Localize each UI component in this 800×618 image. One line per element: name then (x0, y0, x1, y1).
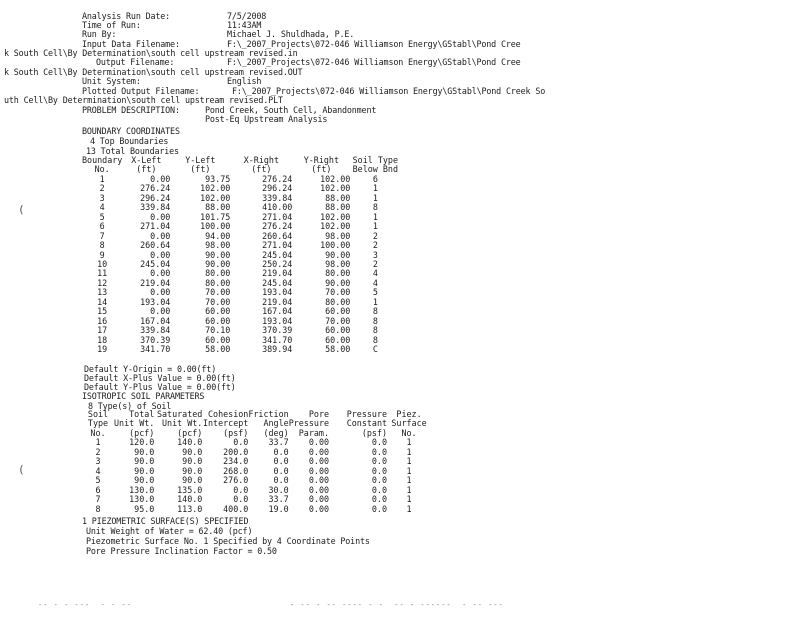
boundary-cell: 60.00 (205, 334, 231, 345)
soil-cell: 0.0 (371, 475, 388, 486)
boundary-cell: 100.00 (320, 240, 351, 251)
soil-cell: 33.7 (268, 494, 289, 505)
boundary-cell: 341.70 (140, 344, 171, 355)
boundary-col-header: Soil Type (352, 155, 399, 165)
soil-cell: 90.0 (134, 446, 155, 457)
run-time-label: Time of Run: (82, 20, 141, 30)
boundary-cell: 0.00 (150, 173, 171, 184)
boundary-cell: 14 (97, 296, 108, 307)
boundary-cell: 98.00 (325, 230, 351, 241)
boundary-cell: 101.75 (200, 211, 231, 222)
boundary-row (82, 203, 400, 212)
boundary-cell: 7 (99, 230, 105, 241)
soil-col-header: Intercept (202, 418, 249, 429)
boundary-cell: 339.84 (140, 325, 171, 336)
boundary-cell: 6 (372, 173, 378, 184)
boundary-cell: 276.24 (262, 173, 293, 184)
run-by: Michael J. Shuldhada, P.E. (227, 29, 355, 39)
boundary-col-header: X-Right (243, 155, 279, 165)
soil-cell: 0.0 (273, 446, 289, 457)
boundary-cell: 4 (372, 277, 378, 288)
boundary-row (82, 298, 400, 307)
boundary-cell: 16 (97, 315, 108, 326)
soil-cell: 0.0 (273, 475, 289, 486)
boundary-cell: 193.04 (140, 296, 171, 307)
soil-col-header: Saturated (156, 409, 203, 419)
boundary-cell: 80.00 (205, 277, 231, 288)
boundary-cell: 370.39 (140, 334, 171, 345)
boundary-cell: 12 (97, 277, 108, 288)
soil-type-count: 8 Type(s) of Soil (88, 401, 172, 411)
boundary-cell: 8 (372, 325, 378, 336)
soil-cell: 0.00 (308, 437, 330, 448)
boundary-cell: 219.04 (262, 268, 293, 279)
soil-cell: 140.0 (177, 437, 203, 448)
boundary-cell: 10 (97, 258, 108, 269)
boundary-cell: 3 (372, 249, 378, 260)
boundary-cell: 2 (372, 240, 378, 251)
soil-col-unit: (pcf) (177, 427, 203, 438)
boundary-cell: 80.00 (325, 296, 351, 307)
total-boundaries: 13 Total Boundaries (86, 146, 179, 156)
soil-cell: 1 (95, 437, 101, 448)
boundary-cell: 19 (97, 344, 108, 355)
soil-col-header: Cohesion (208, 409, 249, 419)
boundary-cell: 0.00 (150, 249, 171, 260)
boundary-cell: 389.94 (262, 344, 293, 355)
soil-cell: 234.0 (223, 456, 249, 467)
boundary-cell: 271.04 (262, 240, 293, 251)
plotted-output-line-2: uth Cell\By Determination\south cell upstream revised.PLT (4, 95, 283, 105)
soil-cell: 90.0 (182, 465, 203, 476)
boundary-cell: 60.00 (205, 315, 231, 326)
boundary-cell: 339.84 (140, 202, 171, 213)
boundary-row (82, 307, 400, 316)
boundary-col-header: Y-Right (303, 155, 339, 165)
input-file-line-2: k South Cell\By Determination\south cell upstream revised.in (4, 48, 298, 58)
boundary-row (82, 345, 400, 354)
boundary-cell: 102.00 (200, 183, 231, 194)
soil-col-header: Pressure (346, 409, 388, 419)
boundary-cell: 245.04 (262, 249, 293, 260)
soil-col-unit: (pcf) (129, 427, 155, 438)
soil-section-title: ISOTROPIC SOIL PARAMETERS (82, 391, 205, 401)
soil-cell: 0.0 (233, 437, 249, 448)
boundary-col-unit: (ft) (190, 164, 211, 175)
boundary-cell: 341.70 (262, 334, 293, 345)
soil-col-unit: (psf) (223, 427, 249, 438)
boundary-cell: 6 (99, 221, 105, 232)
unit-weight-water: Unit Weight of Water = 62.40 (pcf) (86, 526, 253, 536)
boundary-cell: 1 (372, 221, 378, 232)
boundary-row (82, 184, 400, 193)
boundary-col-header: Y-Left (185, 155, 216, 165)
boundary-cell: 245.04 (262, 277, 293, 288)
boundary-cell: 193.04 (262, 315, 293, 326)
boundary-cell: C (372, 344, 378, 355)
boundary-cell: 2 (372, 230, 378, 241)
boundary-col-unit: (ft) (251, 164, 272, 175)
soil-cell: 0.0 (371, 446, 388, 457)
boundary-row (82, 279, 400, 288)
soil-cell: 6 (95, 484, 101, 495)
pore-pressure-factor: Pore Pressure Inclination Factor = 0.50 (86, 546, 277, 556)
boundary-cell: 260.64 (262, 230, 293, 241)
boundary-cell: 276.24 (262, 221, 293, 232)
boundary-row (82, 336, 400, 345)
output-file-line-2: k South Cell\By Determination\south cell upstream revised.OUT (4, 67, 303, 77)
scan-edge-noise: - -- - -- ---- - - -- - ------ - -- --- (290, 601, 504, 609)
soil-cell: 19.0 (268, 503, 289, 514)
soil-col-header: Type (87, 418, 109, 429)
boundary-cell: 193.04 (262, 287, 293, 298)
boundary-cell: 271.04 (140, 221, 171, 232)
soil-cell: 0.0 (371, 503, 388, 514)
soil-cell: 4 (95, 465, 101, 476)
boundary-cell: 296.24 (262, 183, 293, 194)
boundary-cell: 98.00 (325, 258, 351, 269)
soil-cell: 95.0 (134, 503, 155, 514)
soil-col-header: Surface (391, 418, 427, 429)
soil-cell: 0.0 (371, 465, 388, 476)
soil-col-header: Constant (346, 418, 388, 429)
boundary-cell: 271.04 (262, 211, 293, 222)
boundary-cell: 219.04 (140, 277, 171, 288)
boundary-cell: 90.00 (205, 249, 231, 260)
boundary-cell: 1 (372, 296, 378, 307)
soil-col-unit: Param. (298, 427, 330, 438)
boundary-cell: 167.04 (262, 306, 293, 317)
plotted-output-label: Plotted Output Filename: (82, 86, 200, 96)
soil-cell: 0.0 (371, 437, 388, 448)
boundary-cell: 410.00 (262, 202, 293, 213)
boundary-row (82, 194, 400, 203)
run-date-label: Analysis Run Date: (82, 11, 171, 21)
soil-cell: 130.0 (129, 484, 155, 495)
boundary-col-header: Boundary (82, 155, 123, 165)
soil-row (82, 505, 431, 514)
boundary-row (82, 232, 400, 241)
top-boundaries: 4 Top Boundaries (90, 136, 169, 146)
boundary-cell: 88.00 (325, 202, 351, 213)
boundary-cell: 8 (372, 315, 378, 326)
boundary-cell: 0.00 (150, 287, 171, 298)
boundary-cell: 1 (372, 211, 378, 222)
boundary-row (82, 213, 400, 222)
boundary-cell: 1 (372, 192, 378, 203)
boundary-cell: 8 (372, 202, 378, 213)
run-by-label: Run By: (82, 29, 117, 39)
soil-cell: 0.0 (233, 494, 249, 505)
soil-col-header: Total (129, 409, 155, 419)
input-file-line-1: F:\_2007_Projects\072-046 Williamson Energy\GStabl\Pond Cree (227, 39, 521, 49)
boundary-cell: 9 (99, 249, 105, 260)
boundary-cell: 17 (97, 325, 108, 336)
boundary-cell: 60.00 (205, 306, 231, 317)
soil-cell: 90.0 (134, 475, 155, 486)
boundary-cell: 70.00 (205, 287, 231, 298)
soil-col-unit: (psf) (361, 427, 388, 438)
boundary-col-header: X-Left (131, 155, 162, 165)
boundary-cell: 88.00 (205, 202, 231, 213)
run-time: 11:43AM (227, 20, 262, 30)
boundary-section-title: BOUNDARY COORDINATES (82, 126, 180, 136)
soil-cell: 0.00 (308, 475, 330, 486)
boundary-cell: 90.00 (325, 277, 351, 288)
soil-cell: 0.00 (308, 503, 330, 514)
soil-cell: 90.0 (182, 446, 203, 457)
boundary-cell: 58.00 (205, 344, 231, 355)
soil-cell: 1 (406, 437, 412, 448)
boundary-cell: 4 (99, 202, 105, 213)
boundary-cell: 102.00 (320, 173, 351, 184)
boundary-cell: 90.00 (205, 258, 231, 269)
soil-cell: 135.0 (177, 484, 203, 495)
scan-edge-noise: -- - - --- - - -- (38, 601, 132, 609)
soil-cell: 276.0 (223, 475, 249, 486)
boundary-cell: 260.64 (140, 240, 171, 251)
soil-cell: 1 (406, 503, 412, 514)
boundary-col-unit: (ft) (136, 164, 157, 175)
soil-cell: 200.0 (223, 446, 249, 457)
boundary-cell: 60.00 (325, 306, 351, 317)
default-y-origin: Default Y-Origin = 0.00(ft) (84, 364, 217, 374)
boundary-col-unit: (ft) (311, 164, 332, 175)
soil-cell: 0.00 (308, 484, 330, 495)
boundary-cell: 296.24 (140, 192, 171, 203)
output-file-line-1: F:\_2007_Projects\072-046 Williamson Energy\GStabl\Pond Cree (227, 57, 521, 67)
boundary-row (82, 326, 400, 335)
soil-cell: 2 (95, 446, 101, 457)
input-file-label: Input Data Filename: (82, 39, 180, 49)
soil-cell: 1 (406, 484, 412, 495)
boundary-row (82, 269, 400, 278)
soil-cell: 0.0 (371, 494, 388, 505)
boundary-cell: 80.00 (325, 268, 351, 279)
soil-cell: 140.0 (177, 494, 203, 505)
boundary-cell: 70.00 (325, 315, 351, 326)
boundary-cell: 13 (97, 287, 108, 298)
boundary-cell: 93.75 (205, 173, 231, 184)
boundary-row (82, 317, 400, 326)
soil-cell: 90.0 (182, 456, 203, 467)
boundary-cell: 339.84 (262, 192, 293, 203)
boundary-cell: 60.00 (325, 334, 351, 345)
boundary-row (82, 251, 400, 260)
boundary-row (82, 241, 400, 250)
boundary-cell: 60.00 (325, 325, 351, 336)
boundary-cell: 102.00 (320, 183, 351, 194)
soil-cell: 0.0 (273, 465, 289, 476)
boundary-row (82, 222, 400, 231)
soil-col-header: Unit Wt. (162, 418, 203, 429)
soil-cell: 0.00 (308, 465, 330, 476)
boundary-cell: 167.04 (140, 315, 171, 326)
boundary-cell: 70.00 (325, 287, 351, 298)
boundary-cell: 94.00 (205, 230, 231, 241)
boundary-cell: 88.00 (325, 192, 351, 203)
soil-cell: 33.7 (268, 437, 289, 448)
soil-col-header: Pore (308, 409, 330, 419)
soil-cell: 1 (406, 446, 412, 457)
output-file-label: Output Filename: (96, 57, 175, 67)
soil-col-unit: (deg) (263, 427, 289, 438)
boundary-cell: 8 (372, 334, 378, 345)
boundary-table (82, 156, 400, 355)
soil-col-header: Pressure (288, 418, 330, 429)
soil-cell: 90.0 (182, 475, 203, 486)
piezometric-title: 1 PIEZOMETRIC SURFACE(S) SPECIFIED (82, 516, 249, 526)
boundary-cell: 0.00 (150, 268, 171, 279)
soil-cell: 130.0 (129, 494, 155, 505)
boundary-cell: 18 (97, 334, 108, 345)
boundary-cell: 70.10 (205, 325, 231, 336)
boundary-cell: 58.00 (325, 344, 351, 355)
boundary-cell: 100.00 (200, 221, 231, 232)
soil-cell: 90.0 (134, 465, 155, 476)
soil-cell: 113.0 (177, 503, 203, 514)
binder-hole-mark: ( (18, 463, 25, 476)
soil-cell: 0.0 (371, 484, 388, 495)
boundary-cell: 80.00 (205, 268, 231, 279)
soil-cell: 5 (95, 475, 101, 486)
soil-cell: 7 (95, 494, 101, 505)
boundary-cell: 98.00 (205, 240, 231, 251)
soil-cell: 0.00 (308, 494, 330, 505)
boundary-cell: 4 (372, 268, 378, 279)
boundary-cell: 5 (99, 211, 105, 222)
soil-cell: 0.00 (308, 446, 330, 457)
soil-col-header: Soil (87, 409, 109, 419)
problem-description-line-1: Pond Creek, South Cell, Abandonment (205, 105, 377, 115)
boundary-cell: 2 (372, 258, 378, 269)
binder-hole-mark: ( (18, 203, 25, 216)
boundary-cell: 15 (97, 306, 108, 317)
boundary-col-unit: Below Bnd (352, 164, 399, 175)
boundary-cell: 276.24 (140, 183, 171, 194)
soil-cell: 1 (406, 494, 412, 505)
boundary-cell: 70.00 (205, 296, 231, 307)
boundary-cell: 370.39 (262, 325, 293, 336)
boundary-col-unit: No. (94, 164, 110, 175)
soil-cell: 1 (406, 475, 412, 486)
boundary-cell: 2 (99, 183, 105, 194)
soil-cell: 0.0 (371, 456, 388, 467)
boundary-cell: 219.04 (262, 296, 293, 307)
soil-col-header: Piez. (396, 409, 422, 419)
soil-col-header: Friction (248, 409, 289, 419)
soil-cell: 90.0 (134, 456, 155, 467)
boundary-cell: 250.24 (262, 258, 293, 269)
piezometric-surface: Piezometric Surface No. 1 Specified by 4 Coordinate Points (86, 536, 370, 546)
soil-col-unit: No. (90, 427, 106, 438)
soil-cell: 1 (406, 456, 412, 467)
soil-col-header: Unit Wt. (114, 418, 155, 429)
default-x-plus: Default X-Plus Value = 0.00(ft) (84, 373, 236, 383)
boundary-row (82, 175, 400, 184)
boundary-cell: 5 (372, 287, 378, 298)
boundary-cell: 3 (99, 192, 105, 203)
soil-cell: 0.00 (308, 456, 330, 467)
soil-cell: 268.0 (223, 465, 249, 476)
soil-col-header: Angle (263, 418, 289, 429)
boundary-cell: 0.00 (150, 211, 171, 222)
boundary-cell: 90.00 (325, 249, 351, 260)
unit-system: English (227, 76, 262, 86)
soil-cell: 3 (95, 456, 101, 467)
soil-cell: 30.0 (268, 484, 289, 495)
boundary-cell: 11 (97, 268, 108, 279)
boundary-cell: 1 (372, 183, 378, 194)
run-date: 7/5/2008 (227, 11, 267, 21)
boundary-cell: 102.00 (200, 192, 231, 203)
soil-cell: 0.0 (273, 456, 289, 467)
boundary-cell: 8 (99, 240, 105, 251)
boundary-row (82, 288, 400, 297)
boundary-cell: 102.00 (320, 211, 351, 222)
soil-table (82, 410, 431, 514)
soil-col-unit: No. (401, 427, 417, 438)
boundary-header-row-2 (82, 165, 400, 174)
default-y-plus: Default Y-Plus Value = 0.00(ft) (84, 382, 236, 392)
soil-cell: 0.0 (233, 484, 249, 495)
soil-cell: 400.0 (223, 503, 249, 514)
problem-description-line-2: Post-Eq Upstream Analysis (205, 114, 328, 124)
problem-description-label: PROBLEM DESCRIPTION: (82, 105, 180, 115)
boundary-cell: 102.00 (320, 221, 351, 232)
plotted-output-line-1: F:\_2007_Projects\072-046 Williamson Energy\GStabl\Pond Creek So (232, 86, 546, 96)
soil-cell: 8 (95, 503, 101, 514)
boundary-cell: 245.04 (140, 258, 171, 269)
boundary-cell: 1 (99, 173, 105, 184)
soil-cell: 120.0 (129, 437, 155, 448)
boundary-cell: 0.00 (150, 306, 171, 317)
boundary-row (82, 260, 400, 269)
boundary-cell: 0.00 (150, 230, 171, 241)
soil-cell: 1 (406, 465, 412, 476)
unit-system-label: Unit System: (82, 76, 141, 86)
boundary-cell: 8 (372, 306, 378, 317)
